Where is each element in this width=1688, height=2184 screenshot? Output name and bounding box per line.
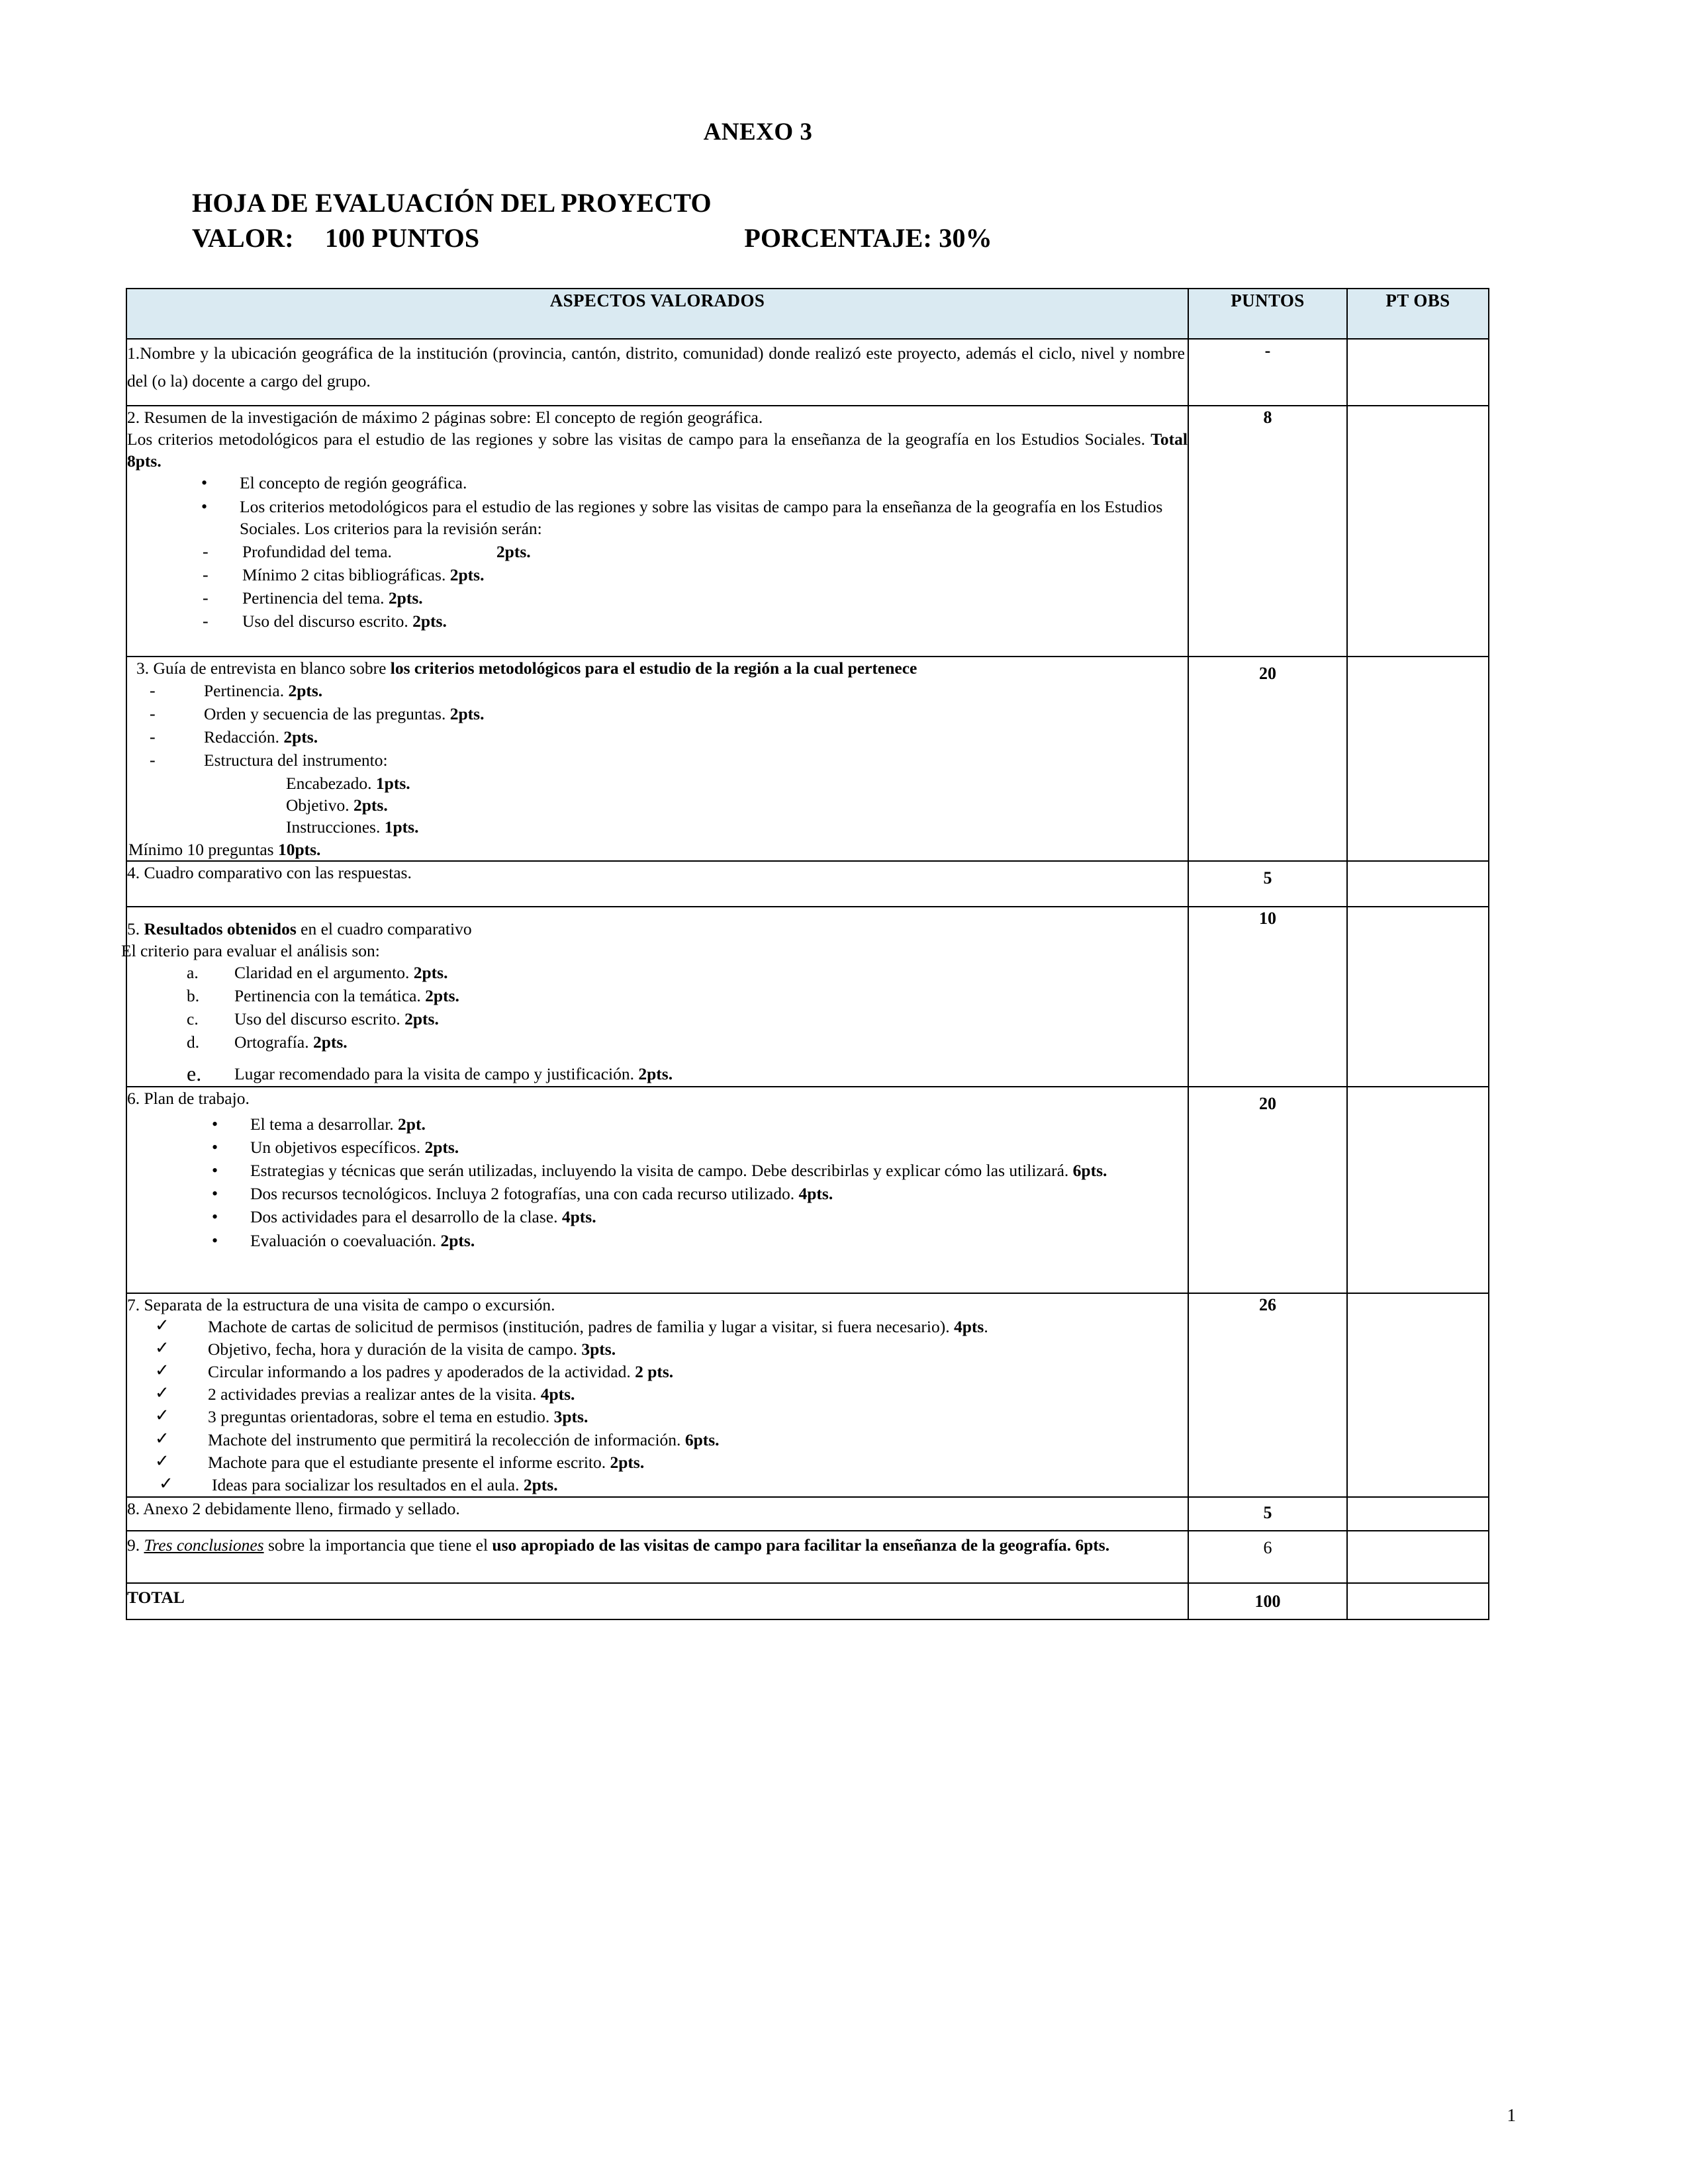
bullet-dot-icon [212,1136,218,1159]
list-item: ✓ Objetivo, fecha, hora y duración de la visita de campo. 3pts. [155,1338,1188,1360]
list-item: ✓ 2 actividades previas a realizar antes de la visita. 4pts. [155,1383,1188,1405]
row-7-pt-obs [1347,1293,1489,1497]
bullet-dash-icon [203,564,209,586]
bullet-dash-icon [150,726,156,749]
table-row [126,1087,1489,1293]
row-2-bullet-list [127,472,1188,539]
bullet-dot-icon [201,496,207,518]
row-3-footer: Mínimo 10 preguntas 10pts. [128,839,321,859]
list-marker: b. [187,986,200,1006]
list-item: • Dos actividades para el desarrollo de la clase. 4pts. [212,1206,1188,1228]
list-item: - Estructura del instrumento: [150,749,1188,771]
document-heading [0,146,1688,253]
check-icon [155,1404,169,1427]
list-item: • Estrategias y técnicas que serán utilizadas, incluyendo la visita de campo. Debe describirlas y explicar cómo las utilizará. 6pts. [212,1160,1188,1181]
list-item: - Profundidad del tema. 2pts. [203,541,1188,563]
row-5-description [121,907,1188,1087]
evaluation-table-wrapper [0,288,1688,1620]
check-icon [155,1359,169,1382]
list-marker: d. [187,1032,200,1052]
row-3-pt-obs [1347,657,1489,860]
annex-label: ANEXO 3 [703,118,813,146]
row-8-description [126,1497,1188,1531]
list-item: • El tema a desarrollar. 2pt. [212,1113,1188,1135]
bullet-dot-icon [212,1113,218,1136]
table-row [126,861,1489,907]
row-5-criteria-list [127,962,1188,1085]
row-2-line-2: Los criterios metodológicos para el estudio de las regiones y sobre las visitas de campo para la enseñanza de la geografía en los Estudios Sociales. Total 8pts. [127,430,1188,471]
list-item: - Uso del discurso escrito. 2pts. [203,610,1188,632]
list-item: - Pertinencia. 2pts. [150,680,1188,702]
bullet-dot-icon [212,1160,218,1182]
row-3-points: 20 [1188,657,1347,860]
list-item: - Orden y secuencia de las preguntas. 2pts. [150,703,1188,725]
row-3-criteria-list [136,680,1188,772]
row-2-description [126,406,1188,657]
valor-value: 100 PUNTOS [324,223,480,253]
row-2-total-label: Total 8pts. [127,430,1188,471]
table-row [126,406,1489,657]
row-3-structure-item: Encabezado. 1pts. [286,774,410,794]
valor-label: VALOR: [192,223,294,253]
list-item: ✓ Circular informando a los padres y apoderados de la actividad. 2 pts. [155,1361,1188,1383]
row-5-points: 10 [1188,907,1347,1087]
bullet-dash-icon [203,610,209,633]
check-icon [155,1314,169,1337]
list-item: ✓ Machote para que el estudiante presente el informe escrito. 2pts. [155,1451,1188,1473]
row-6-points: 20 [1188,1087,1347,1293]
bullet-dot-icon [212,1183,218,1205]
table-row [126,907,1489,1087]
row-9-text: 9. Tres conclusiones sobre la importancia que tiene el uso apropiado de las visitas de campo para facilitar la enseñanza de la geografía. 6pts. [127,1535,1110,1555]
check-icon [155,1450,169,1473]
porcentaje-label: PORCENTAJE: 30% [744,223,992,253]
row-9-description [126,1531,1188,1583]
row-1-description [126,339,1188,406]
list-item: - Redacción. 2pts. [150,726,1188,748]
row-8-points: 5 [1188,1497,1347,1531]
row-7-line-1: 7. Separata de la estructura de una visita de campo o excursión. [127,1295,555,1314]
total-text: TOTAL [127,1587,185,1607]
row-8-text: 8. Anexo 2 debidamente lleno, firmado y sellado. [127,1499,460,1519]
row-6-pt-obs [1347,1087,1489,1293]
row-7-points: 26 [1188,1293,1347,1497]
total-pt-obs [1347,1583,1489,1619]
table-row-total [126,1583,1489,1619]
list-marker: c. [187,1009,199,1029]
list-item: • Los criterios metodológicos para el estudio de las regiones y sobre las visitas de campo para la enseñanza de la geografía en los Estudios Sociales. Los criterios para la revisión serán: [201,496,1188,539]
row-6-line-1: 6. Plan de trabajo. [127,1088,250,1108]
row-2-line-1: 2. Resumen de la investigación de máximo 2 páginas sobre: El concepto de región geográfica. [127,407,763,427]
check-icon [155,1337,169,1359]
row-9-emphasis: Tres conclusiones [144,1535,264,1555]
list-item: b. Pertinencia con la temática. 2pts. [187,985,1188,1007]
row-1-text: 1.Nombre y la ubicación geográfica de la institución (provincia, cantón, distrito, comunidad) donde realizó este proyecto, además el ciclo, nivel y nombre del (o la) docente a cargo del grupo. [127,343,1185,390]
row-9-pt-obs [1347,1531,1489,1583]
row-7-check-list [127,1316,1188,1496]
row-3-structure-item: Objetivo. 2pts. [286,796,388,815]
list-item: • Un objetivos específicos. 2pts. [212,1136,1188,1158]
bullet-dot-icon [201,472,207,494]
list-item: c. Uso del discurso escrito. 2pts. [187,1008,1188,1030]
list-item: ✓ 3 preguntas orientadoras, sobre el tema en estudio. 3pts. [155,1406,1188,1428]
row-9-points: 6 [1188,1531,1347,1583]
list-item: e. Lugar recomendado para la visita de campo y justificación. 2pts. [187,1063,1188,1085]
list-item: a. Claridad en el argumento. 2pts. [187,962,1188,983]
page-number: 1 [1507,2105,1516,2125]
table-row [126,1293,1489,1497]
list-item: ✓ Machote de cartas de solicitud de permisos (institución, padres de familia y lugar a visitar, si fuera necesario). 4pts. [155,1316,1188,1338]
table-row [126,339,1489,406]
list-marker: a. [187,963,199,983]
row-3-description [126,657,1188,860]
bullet-dash-icon [203,587,209,610]
row-3-structure-item: Instrucciones. 1pts. [286,817,419,837]
row-2-points: 8 [1188,406,1347,657]
row-6-description [126,1087,1188,1293]
row-4-points: 5 [1188,861,1347,907]
row-7-description [126,1293,1188,1497]
list-item: ✓ Machote del instrumento que permitirá la recolección de información. 6pts. [155,1429,1188,1451]
row-4-description [126,861,1188,907]
list-item: ✓ Ideas para socializar los resultados en el aula. 2pts. [155,1474,1188,1496]
list-marker: e. [187,1061,202,1085]
list-item: d. Ortografía. 2pts. [187,1031,1188,1053]
row-4-pt-obs [1347,861,1489,907]
row-1-points: - [1188,339,1347,406]
row-2-pt-obs [1347,406,1489,657]
table-header-row [126,289,1489,339]
list-item: • El concepto de región geográfica. [201,472,1188,494]
total-points: 100 [1188,1583,1347,1619]
row-5-line-2: El criterio para evaluar el análisis son: [121,940,380,960]
row-5-lead: 5. Resultados obtenidos en el cuadro comparativo [127,919,472,938]
row-1-pt-obs [1347,339,1489,406]
row-8-pt-obs [1347,1497,1489,1531]
bullet-dot-icon [212,1230,218,1252]
column-header-pt-obs: PT OBS [1347,289,1489,339]
document-title: HOJA DE EVALUACIÓN DEL PROYECTO [192,188,712,218]
bullet-dash-icon [150,749,156,772]
bullet-dot-icon [212,1206,218,1228]
list-item: - Pertinencia del tema. 2pts. [203,587,1188,609]
check-icon [155,1428,169,1450]
bullet-dash-icon [203,541,209,563]
bullet-dash-icon [150,680,156,702]
bullet-dash-icon [150,703,156,725]
check-icon [155,1382,169,1404]
check-icon [159,1473,173,1495]
total-label [126,1583,1188,1619]
column-header-aspects: ASPECTOS VALORADOS [126,289,1188,339]
table-row [126,1497,1489,1531]
evaluation-table [121,288,1489,1620]
row-3-lead: 3. Guía de entrevista en blanco sobre los criterios metodológicos para el estudio de la región a la cual pertenece [136,659,917,678]
row-2-criteria-list [127,541,1188,633]
table-row [126,1531,1489,1583]
column-header-points: PUNTOS [1188,289,1347,339]
list-item: • Dos recursos tecnológicos. Incluya 2 fotografías, una con cada recurso utilizado. 4pts. [212,1183,1188,1205]
list-item: • Evaluación o coevaluación. 2pts. [212,1230,1188,1251]
table-row [126,657,1489,860]
row-5-pt-obs [1347,907,1489,1087]
row-4-text: 4. Cuadro comparativo con las respuestas. [127,862,412,882]
list-item: - Mínimo 2 citas bibliográficas. 2pts. [203,564,1188,586]
row-6-bullet-list [127,1113,1188,1251]
